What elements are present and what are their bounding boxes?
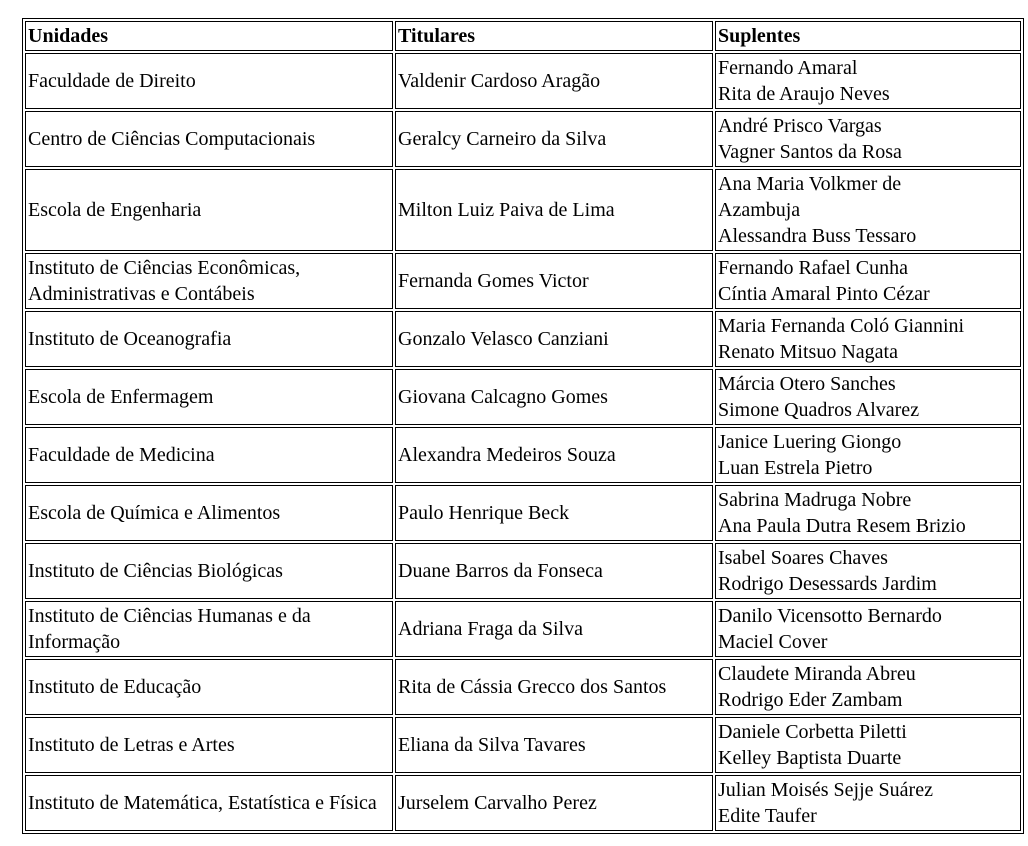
cell-suplentes (715, 543, 1021, 599)
table-row (25, 53, 1021, 109)
suplente-name: André Prisco Vargas (718, 115, 882, 137)
suplente-name: Rita de Araujo Neves (718, 83, 890, 105)
table-row (25, 111, 1021, 167)
cell-titular: Gonzalo Velasco Canziani (395, 311, 713, 367)
table-row (25, 427, 1021, 483)
suplente-name: Danilo Vicensotto Bernardo (718, 605, 942, 627)
suplente-name: Julian Moisés Sejje Suárez (718, 779, 933, 801)
table-row (25, 775, 1021, 831)
cell-suplentes (715, 601, 1021, 657)
header-titulares: Titulares (395, 21, 713, 51)
header-suplentes: Suplentes (715, 21, 1021, 51)
cell-unidade: Instituto de Letras e Artes (25, 717, 393, 773)
members-table-container (22, 18, 1024, 834)
suplente-name: Simone Quadros Alvarez (718, 399, 920, 421)
table-header-row (25, 21, 1021, 51)
cell-titular: Valdenir Cardoso Aragão (395, 53, 713, 109)
suplente-name: Sabrina Madruga Nobre (718, 489, 912, 511)
table-row (25, 659, 1021, 715)
suplente-name: Edite Taufer (718, 805, 817, 827)
table-row (25, 369, 1021, 425)
cell-unidade: Instituto de Ciências Biológicas (25, 543, 393, 599)
header-unidades: Unidades (25, 21, 393, 51)
table-body (25, 53, 1021, 831)
cell-unidade: Instituto de Ciências Humanas e da Informação (25, 601, 393, 657)
suplente-name: Maciel Cover (718, 631, 828, 653)
cell-suplentes (715, 427, 1021, 483)
cell-suplentes (715, 485, 1021, 541)
cell-titular: Jurselem Carvalho Perez (395, 775, 713, 831)
cell-titular: Rita de Cássia Grecco dos Santos (395, 659, 713, 715)
table-row (25, 311, 1021, 367)
cell-titular: Duane Barros da Fonseca (395, 543, 713, 599)
suplente-name: Renato Mitsuo Nagata (718, 341, 898, 363)
cell-unidade: Centro de Ciências Computacionais (25, 111, 393, 167)
suplente-name: Márcia Otero Sanches (718, 373, 896, 395)
table-row (25, 543, 1021, 599)
cell-unidade: Escola de Química e Alimentos (25, 485, 393, 541)
cell-unidade: Instituto de Oceanografia (25, 311, 393, 367)
suplente-name: Claudete Miranda Abreu (718, 663, 916, 685)
cell-suplentes (715, 53, 1021, 109)
cell-titular: Eliana da Silva Tavares (395, 717, 713, 773)
cell-unidade: Escola de Enfermagem (25, 369, 393, 425)
suplente-name: Azambuja (718, 199, 801, 221)
cell-suplentes (715, 659, 1021, 715)
cell-titular: Alexandra Medeiros Souza (395, 427, 713, 483)
suplente-name: Luan Estrela Pietro (718, 457, 873, 479)
cell-unidade: Faculdade de Direito (25, 53, 393, 109)
suplente-name: Fernando Rafael Cunha (718, 257, 908, 279)
cell-suplentes (715, 169, 1021, 251)
cell-titular: Paulo Henrique Beck (395, 485, 713, 541)
cell-unidade: Instituto de Ciências Econômicas, Administrativas e Contábeis (25, 253, 393, 309)
cell-unidade: Instituto de Matemática, Estatística e Física (25, 775, 393, 831)
table-row (25, 253, 1021, 309)
cell-suplentes (715, 369, 1021, 425)
suplente-name: Daniele Corbetta Piletti (718, 721, 907, 743)
members-table (22, 18, 1024, 834)
table-row (25, 717, 1021, 773)
table-row (25, 169, 1021, 251)
cell-titular: Geralcy Carneiro da Silva (395, 111, 713, 167)
suplente-name: Rodrigo Desessards Jardim (718, 573, 937, 595)
cell-unidade: Escola de Engenharia (25, 169, 393, 251)
cell-suplentes (715, 717, 1021, 773)
suplente-name: Ana Maria Volkmer de (718, 173, 902, 195)
table-row (25, 601, 1021, 657)
suplente-name: Cíntia Amaral Pinto Cézar (718, 283, 930, 305)
cell-titular: Fernanda Gomes Victor (395, 253, 713, 309)
cell-titular: Adriana Fraga da Silva (395, 601, 713, 657)
suplente-name: Kelley Baptista Duarte (718, 747, 902, 769)
suplente-name: Alessandra Buss Tessaro (718, 225, 917, 247)
cell-suplentes (715, 311, 1021, 367)
suplente-name: Fernando Amaral (718, 57, 858, 79)
suplente-name: Vagner Santos da Rosa (718, 141, 902, 163)
table-row (25, 485, 1021, 541)
cell-suplentes (715, 111, 1021, 167)
suplente-name: Rodrigo Eder Zambam (718, 689, 903, 711)
suplente-name: Maria Fernanda Coló Giannini (718, 315, 965, 337)
cell-titular: Giovana Calcagno Gomes (395, 369, 713, 425)
cell-suplentes (715, 775, 1021, 831)
cell-unidade: Faculdade de Medicina (25, 427, 393, 483)
cell-unidade: Instituto de Educação (25, 659, 393, 715)
suplente-name: Janice Luering Giongo (718, 431, 902, 453)
suplente-name: Isabel Soares Chaves (718, 547, 888, 569)
suplente-name: Ana Paula Dutra Resem Brizio (718, 515, 966, 537)
cell-suplentes (715, 253, 1021, 309)
cell-titular: Milton Luiz Paiva de Lima (395, 169, 713, 251)
